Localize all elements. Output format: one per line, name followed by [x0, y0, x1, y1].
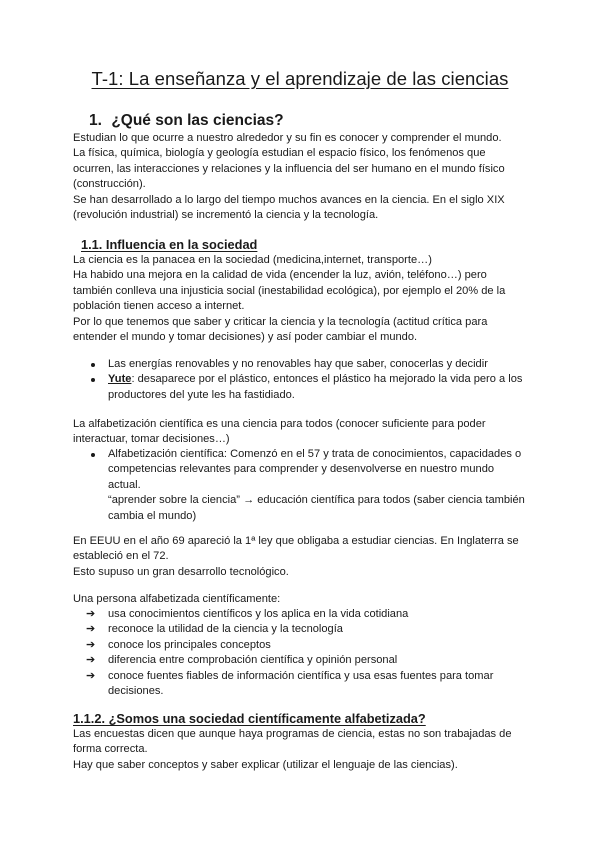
list-item: [73, 669, 543, 700]
section-1-title: ¿Qué son las ciencias?: [111, 112, 284, 129]
text-line: Las energías renovables y no renovables hay que saber, conocerlas y decidir: [108, 358, 488, 370]
text-line: La alfabetización científica es una ciencia para todos (conocer suficiente para poder: [73, 418, 486, 430]
text-line: ocurren, las interacciones y relaciones y la influencia del ser humano en el mundo físico: [73, 162, 505, 175]
text-line: diferencia entre comprobación científica y opinión personal: [108, 654, 398, 667]
list-item: [73, 653, 543, 668]
yute-term: Yute: [108, 373, 132, 386]
arrow-icon: ➔: [86, 623, 96, 636]
text-line: Una persona alfabetizada científicamente:: [73, 593, 281, 605]
text-line: actual.: [108, 478, 141, 491]
alfabetizacion-bullet-list: [73, 447, 543, 524]
text-line: Ha habido una mejora en la calidad de vida (encender la luz, avión, teléfono…) pero: [73, 269, 487, 282]
text-line: conoce los principales conceptos: [108, 638, 271, 651]
text-line: competencias relevantes para comprender y desenvolverse en nuestro mundo: [108, 463, 495, 476]
section-1-1-heading: 1.1. Influencia en la sociedad: [81, 237, 258, 252]
text-line: forma correcta.: [73, 743, 148, 756]
text-line: productores del yute les ha fastidiado.: [108, 388, 295, 401]
document-title: T-1: La enseñanza y el aprendizaje de las ciencias: [91, 68, 509, 89]
text-line: población tienen acceso a internet.: [73, 300, 245, 313]
eeuu-paragraph: [73, 534, 533, 580]
list-item: [73, 357, 543, 372]
text-line: reconoce la utilidad de la ciencia y la tecnología: [108, 623, 343, 636]
text-line: Alfabetización científica: Comenzó en el 57 y trata de conocimientos, capacidades o: [108, 448, 522, 460]
bullet-icon: [91, 363, 95, 367]
text-line: Hay que saber conceptos y saber explicar (utilizar el lenguaje de las ciencias).: [73, 758, 458, 771]
section-1-paragraph: [73, 131, 533, 223]
section-1-1-paragraph: [73, 253, 533, 345]
text-line: Yute: desaparece por el plástico, entonces el plástico ha mejorado la vida pero a los: [108, 373, 523, 386]
section-1-heading: [89, 112, 284, 130]
alfabetizacion-paragraph: [73, 417, 533, 448]
text-line: En EEUU en el año 69 apareció la 1ª ley que obligaba a estudiar ciencias. En Inglaterra se: [73, 535, 519, 547]
bullet-icon: [91, 378, 95, 382]
text-line: “aprender sobre la ciencia” → educación científica para todos (saber ciencia también: [108, 494, 525, 507]
list-item: [73, 447, 543, 524]
section-1-1-2-heading: 1.1.2. ¿Somos una sociedad científicamente alfabetizada?: [73, 711, 426, 726]
persona-intro: [73, 592, 533, 607]
arrow-icon: ➔: [86, 608, 96, 620]
section-1-number: 1.: [89, 112, 102, 129]
text-line: estableció en el 72.: [73, 550, 169, 563]
list-item: [73, 607, 543, 622]
section-1-1-2-paragraph: [73, 727, 533, 773]
text-line: La física, química, biología y geología estudian el espacio físico, los fenómenos que: [73, 147, 486, 160]
text-line: La ciencia es la panacea en la sociedad (medicina,internet, transporte…): [73, 254, 432, 266]
text-line: usa conocimientos científicos y los aplica en la vida cotidiana: [108, 608, 409, 620]
list-item: [73, 372, 543, 403]
text-line: (construcción).: [73, 178, 146, 191]
text-line: conoce fuentes fiables de información científica y usa esas fuentes para tomar: [108, 669, 494, 682]
text-line: Se han desarrollado a lo largo del tiempo muchos avances en la ciencia. En el siglo XIX: [73, 193, 505, 206]
bullet-icon: [91, 453, 95, 457]
energy-bullet-list: [73, 357, 543, 403]
text-line: decisiones.: [108, 685, 164, 698]
text-line: Estudian lo que ocurre a nuestro alrededor y su fin es conocer y comprender el mundo.: [73, 132, 502, 144]
list-item: [73, 622, 543, 637]
text-line: interactuar, tomar decisiones…): [73, 433, 230, 446]
text-line: entender el mundo y tomar decisiones) y así poder cambiar el mundo.: [73, 331, 418, 344]
arrow-icon: ➔: [86, 638, 96, 651]
arrow-icon: ➔: [86, 654, 96, 667]
arrow-icon: ➔: [86, 669, 96, 682]
persona-arrow-list: [73, 607, 543, 699]
text-line: Las encuestas dicen que aunque haya programas de ciencia, estas no son trabajadas de: [73, 728, 512, 740]
text-line: (revolución industrial) se incrementó la ciencia y la tecnología.: [73, 209, 379, 222]
text-line: Esto supuso un gran desarrollo tecnológico.: [73, 565, 289, 578]
text-line: cambia el mundo): [108, 509, 197, 522]
text-line: Por lo que tenemos que saber y criticar la ciencia y la tecnología (actitud crítica para: [73, 315, 488, 328]
list-item: [73, 638, 543, 653]
text-line: también conlleva una injusticia social (inestabilidad ecológica), por ejemplo el 20% de la: [73, 284, 506, 297]
